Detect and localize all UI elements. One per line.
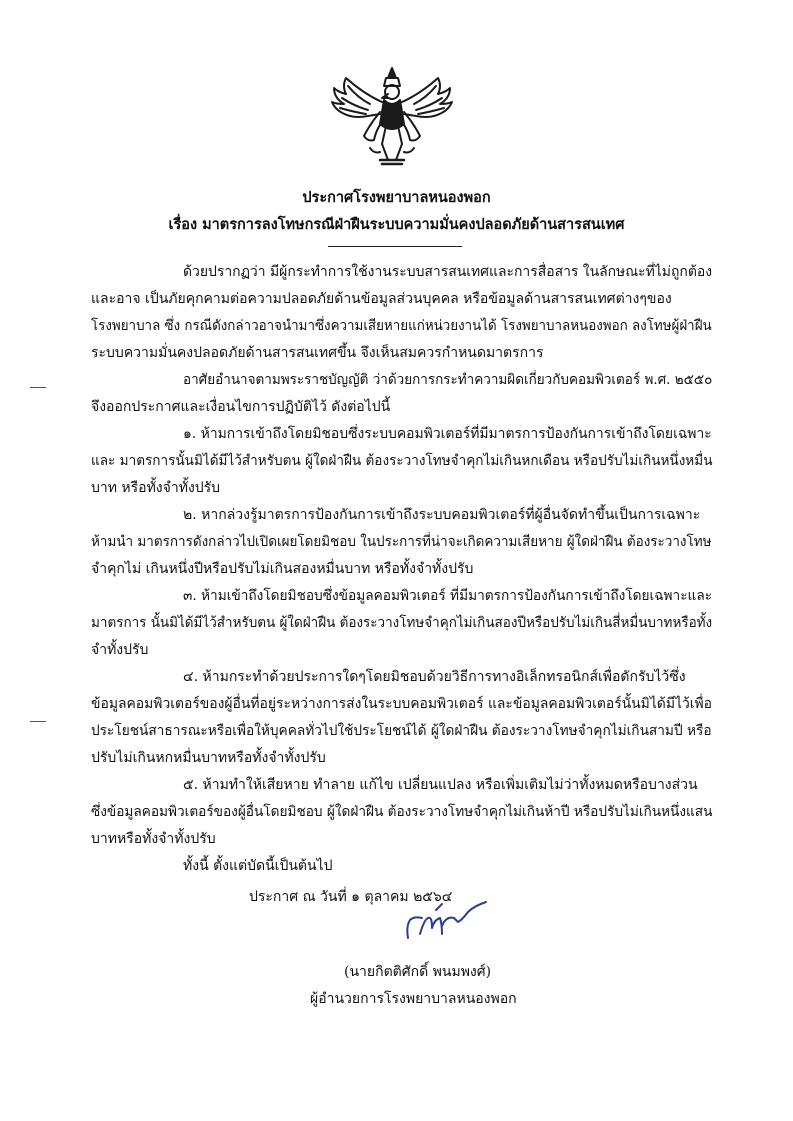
- body-line: ทั้งนี้ ตั้งแต่บัดนี้เป็นต้นไป: [183, 858, 333, 874]
- announcement-date: ประกาศ ณ วันที่ ๑ ตุลาคม ๒๕๖๔: [249, 889, 453, 905]
- body-line: บาท หรือทั้งจำทั้งปรับ: [91, 480, 221, 496]
- body-line: ซึ่งข้อมูลคอมพิวเตอร์ของผู้อื่นโดยมิชอบ ผู้ใดฝ่าฝืน ต้องระวางโทษจำคุกไม่เกินห้าปี หรือปรับไม่เกินหนึ่งแสน: [91, 804, 713, 820]
- signatory-position: ผู้อำนวยการโรงพยาบาลหนองพอก: [310, 991, 517, 1007]
- body-line: ๑. ห้ามการเข้าถึงโดยมิชอบซึ่งระบบคอมพิวเตอร์ที่มีมาตรการป้องกันการเข้าถึงโดยเฉพาะ: [183, 426, 712, 442]
- body-line: และ มาตรการนั้นมิได้มีไว้สำหรับตน ผู้ใดฝ่าฝืน ต้องระวางโทษจำคุกไม่เกินหกเดือน หรือปรับไม่เกินหนึ่งหมื่น: [91, 453, 713, 469]
- body-line: ปรับไม่เกินหกหมื่นบาทหรือทั้งจำทั้งปรับ: [91, 750, 326, 766]
- body-line: จำทั้งปรับ: [91, 642, 149, 658]
- body-line: ด้วยปรากฏว่า มีผู้กระทำการใช้งานระบบสารสนเทศและการสื่อสาร ในลักษณะที่ไม่ถูกต้อง: [183, 264, 713, 280]
- body-line: ประโยชน์สาธารณะหรือเพื่อให้บุคคลทั่วไปใช้ประโยชน์ได้ ผู้ใดฝ่าฝืน ต้องระวางโทษจำคุกไม่เกินสามปี หรือ: [91, 723, 712, 739]
- body-line: และอาจ เป็นภัยคุกคามต่อความปลอดภัยด้านข้อมูลส่วนบุคคล หรือข้อมูลด้านสารสนเทศต่างๆของ: [91, 291, 672, 307]
- body-line: ๕. ห้ามทำให้เสียหาย ทำลาย แก้ไข เปลี่ยนแปลง หรือเพิ่มเติมไม่ว่าทั้งหมดหรือบางส่วน: [183, 777, 698, 793]
- body-line: ข้อมูลคอมพิวเตอร์ของผู้อื่นที่อยู่ระหว่างการส่งในระบบคอมพิวเตอร์ และข้อมูลคอมพิวเตอร์นั้นมิได้มีไว้เพื่อ: [91, 696, 713, 712]
- announcement-title: ประกาศโรงพยาบาลหนองพอก: [302, 189, 491, 206]
- body-line: โรงพยาบาล ซึ่ง กรณีดังกล่าวอาจนำมาซึ่งความเสียหายแก่หน่วยงานได้ โรงพยาบาลหนองพอก ลงโทษผู้ฝ่าฝืน: [91, 318, 712, 334]
- body-line: จำคุกไม่ เกินหนึ่งปีหรือปรับไม่เกินสองหมื่นบาท หรือทั้งจำทั้งปรับ: [91, 561, 474, 577]
- body-line: ๓. ห้ามเข้าถึงโดยมิชอบซึ่งข้อมูลคอมพิวเตอร์ ที่มีมาตรการป้องกันการเข้าถึงโดยเฉพาะและ: [183, 588, 713, 604]
- body-line: มาตรการ นั้นมิได้มีไว้สำหรับตน ผู้ใดฝ่าฝืน ต้องระวางโทษจำคุกไม่เกินสองปีหรือปรับไม่เกินสี่หมื่นบาทหรือทั้ง: [91, 615, 713, 631]
- margin-mark: [30, 721, 46, 722]
- title-divider: [328, 246, 462, 247]
- body-line: อาศัยอำนาจตามพระราชบัญญัติ ว่าด้วยการกระทำความผิดเกี่ยวกับคอมพิวเตอร์ พ.ศ. ๒๕๕๐: [183, 372, 713, 388]
- body-line: ๒. หากล่วงรู้มาตรการป้องกันการเข้าถึงระบบคอมพิวเตอร์ที่ผู้อื่นจัดทำขึ้นเป็นการเฉพาะ: [183, 507, 701, 523]
- body-line: ห้ามนำ มาตรการดังกล่าวไปเปิดเผยโดยมิชอบ ในประการที่น่าจะเกิดความเสียหาย ผู้ใดฝ่าฝืน ต้องระวางโทษ: [91, 534, 712, 550]
- body-line: จึงออกประกาศและเงื่อนไขการปฏิบัติไว้ ดังต่อไปนี้: [91, 399, 391, 415]
- body-line: ๔. ห้ามกระทำด้วยประการใดๆโดยมิชอบด้วยวิธีการทางอิเล็กทรอนิกส์เพื่อดักรับไว้ซึ่ง: [183, 669, 686, 685]
- margin-mark: [30, 387, 46, 388]
- handwritten-signature: [402, 898, 492, 946]
- signatory-name: (นายกิตติศักดิ์ พนมพงศ์): [344, 964, 492, 980]
- body-line: บาทหรือทั้งจำทั้งปรับ: [91, 831, 216, 847]
- body-line: ระบบความมั่นคงปลอดภัยด้านสารสนเทศขึ้น จึงเห็นสมควรกำหนดมาตรการ: [91, 345, 544, 361]
- announcement-subject: เรื่อง มาตรการลงโทษกรณีฝ่าฝืนระบบความมั่นคงปลอดภัยด้านสารสนเทศ: [168, 216, 625, 233]
- garuda-emblem-icon: [324, 64, 460, 172]
